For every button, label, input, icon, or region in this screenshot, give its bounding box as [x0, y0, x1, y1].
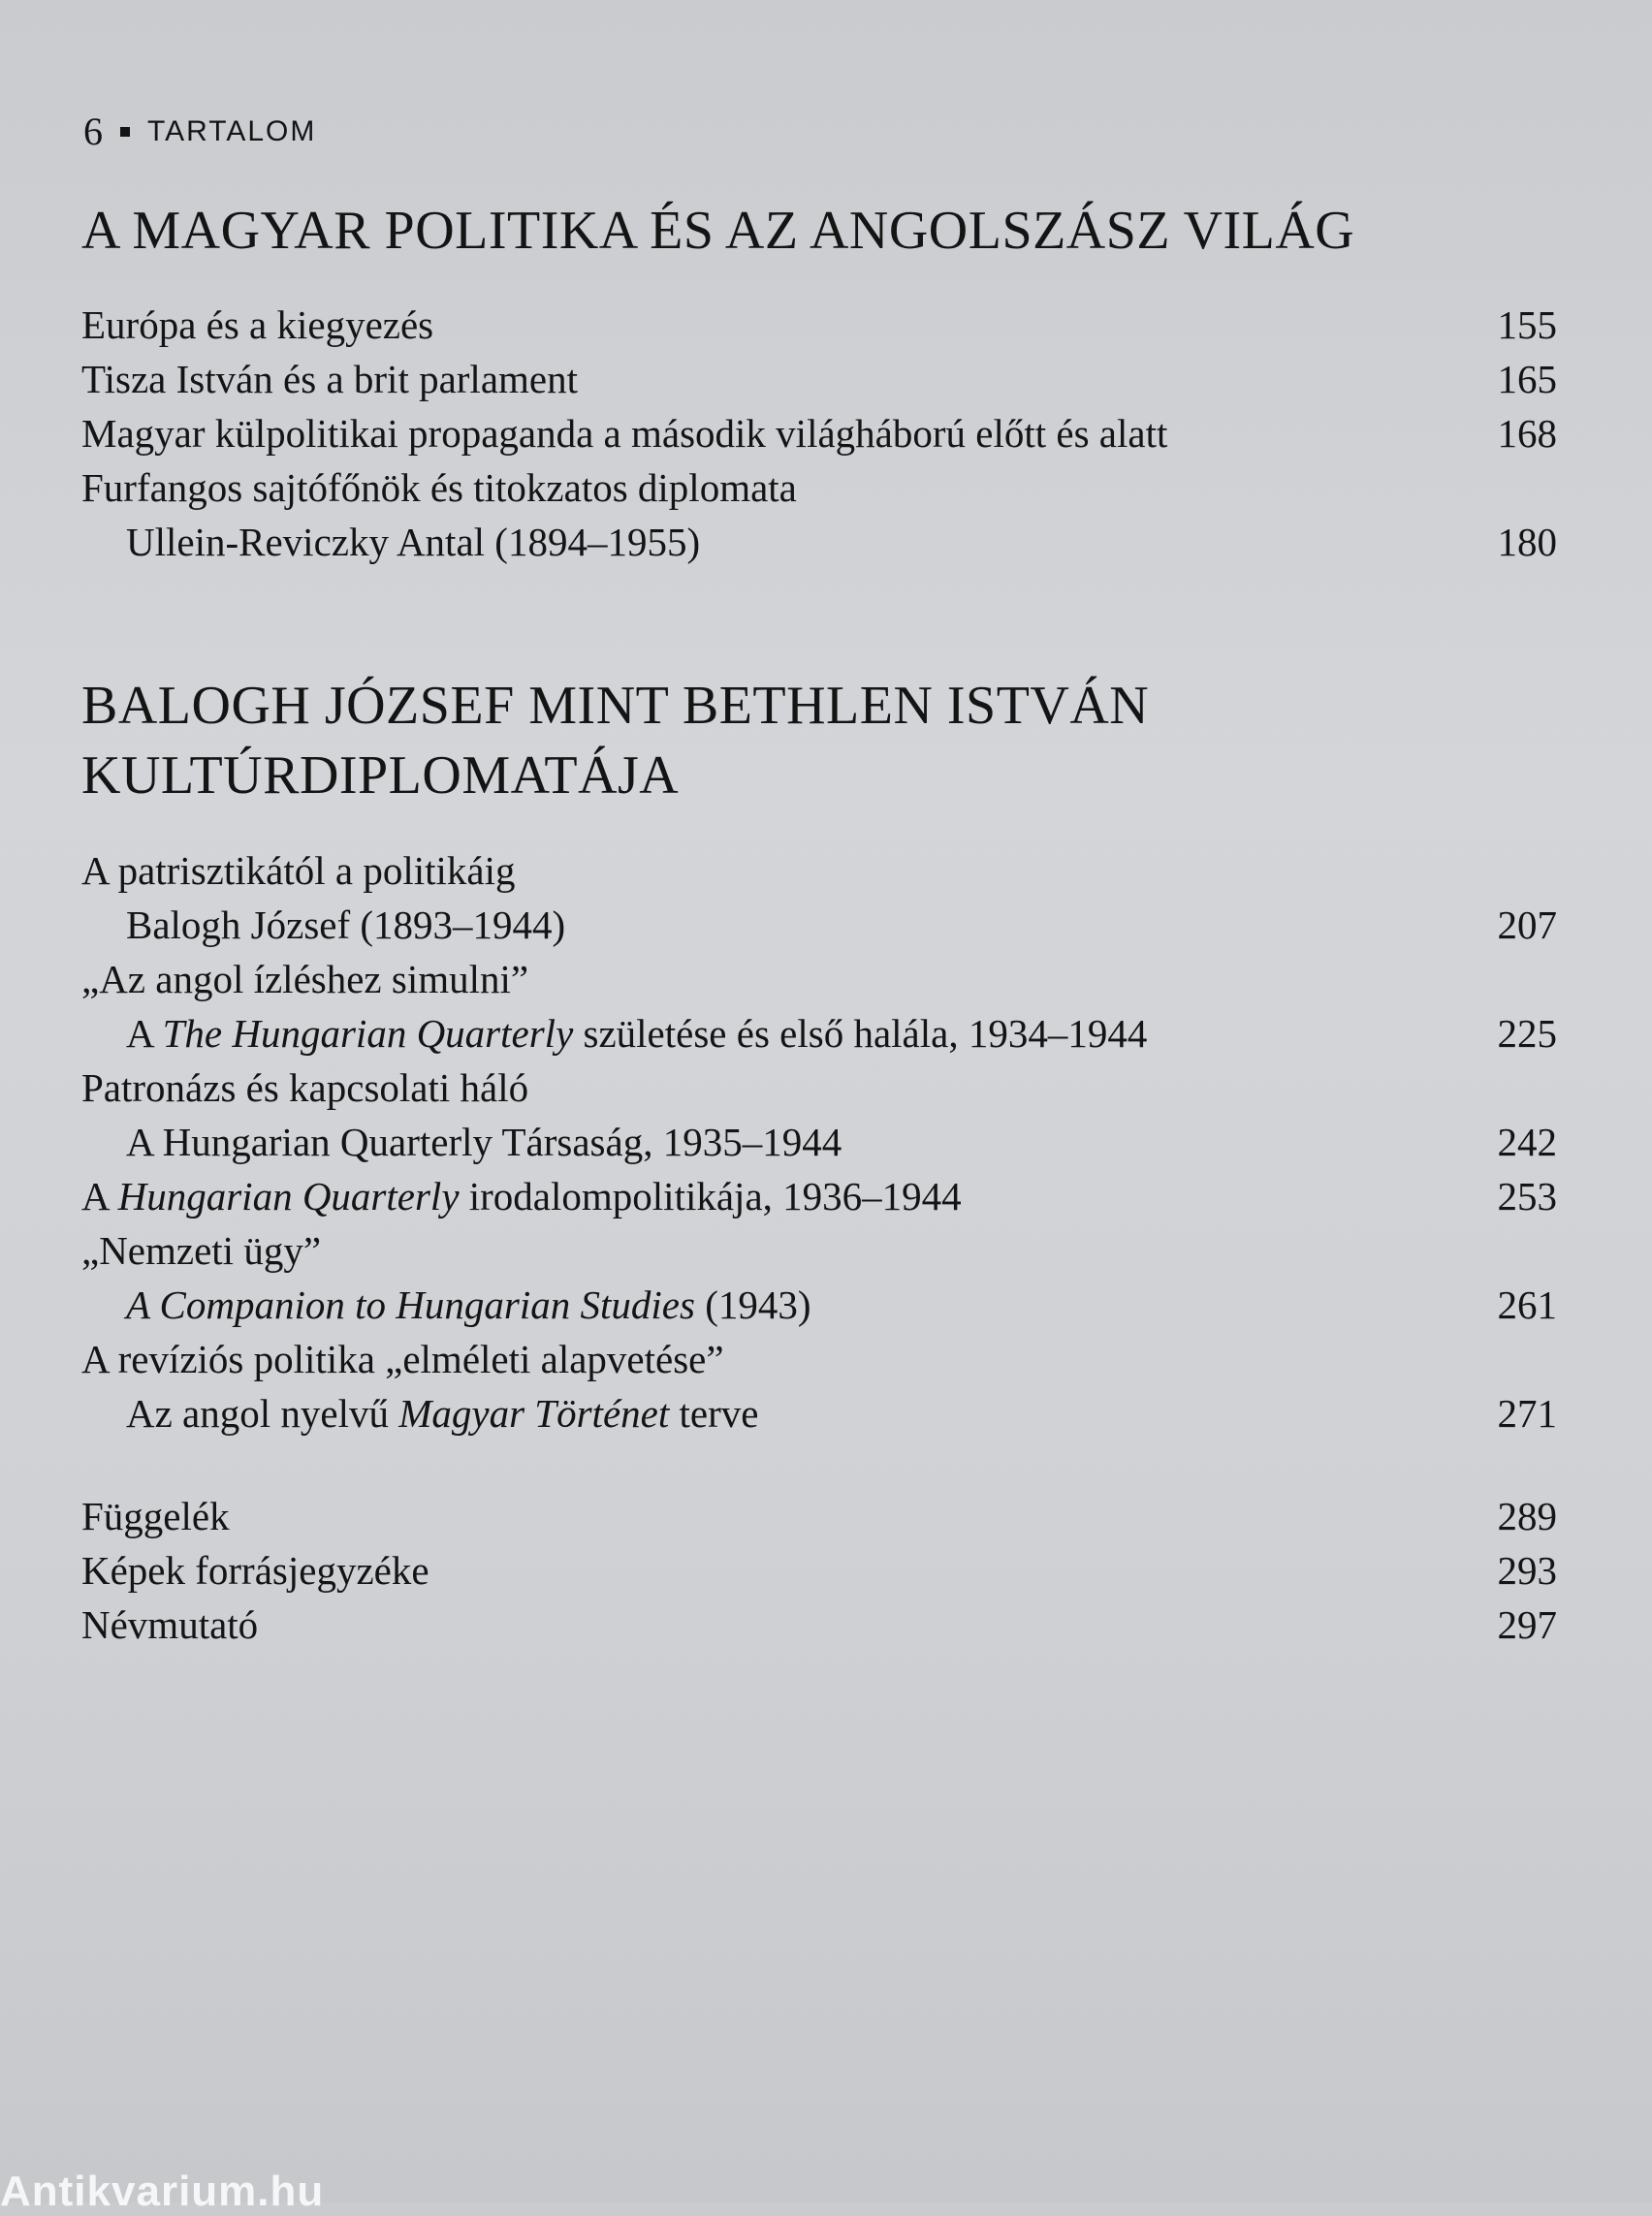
toc-entry — [81, 1598, 1557, 1652]
toc-entry — [81, 1489, 1557, 1543]
section-title-2-line-1: BALOGH JÓZSEF MINT BETHLEN ISTVÁN — [81, 676, 1150, 736]
section-title-2-line-2: KULTÚRDIPLOMATÁJA — [81, 745, 680, 806]
toc-entry-page: 293 — [1497, 1548, 1557, 1593]
running-head — [83, 109, 316, 154]
toc-entry-title: A Hungarian Quarterly irodalompolitikája, 1936–1944 — [81, 1174, 962, 1219]
toc-entry-title: Patronázs és kapcsolati háló — [81, 1065, 529, 1110]
site-watermark: Antikvarium.hu — [0, 2168, 325, 2215]
toc-entry-title: „Nemzeti ügy” — [81, 1228, 322, 1273]
toc-entry — [81, 1061, 1557, 1115]
toc-entry-subtitle — [81, 898, 1557, 952]
toc-entry-title: A The Hungarian Quarterly születése és első halála, 1934–1944 — [126, 1011, 1148, 1056]
toc-entry-page: 225 — [1497, 1011, 1557, 1056]
toc-entry-title: Ullein-Reviczky Antal (1894–1955) — [126, 520, 701, 564]
toc-entry-title: Névmutató — [81, 1602, 259, 1647]
toc-entry-title: A Hungarian Quarterly Társaság, 1935–1944 — [126, 1120, 842, 1164]
toc-entry-title: A Companion to Hungarian Studies (1943) — [126, 1282, 811, 1327]
toc-entry-page: 253 — [1497, 1174, 1557, 1219]
toc-entry — [81, 843, 1557, 898]
toc-entry — [81, 1223, 1557, 1278]
toc-back-matter — [81, 1489, 1557, 1652]
toc-entry — [81, 298, 1557, 352]
toc-entry — [81, 1169, 1557, 1223]
toc-entry-page: 289 — [1497, 1494, 1557, 1538]
toc-entry-subtitle — [81, 515, 1557, 569]
toc-entry-title: Függelék — [81, 1494, 230, 1538]
toc-entry — [81, 952, 1557, 1006]
toc-entry-title: A revíziós politika „elméleti alapvetése” — [81, 1337, 724, 1381]
toc-entry — [81, 406, 1557, 460]
toc-entry-title: Magyar külpolitikai propaganda a második világháború előtt és alatt — [81, 411, 1168, 456]
toc-entry-title: A patrisztikától a politikáig — [81, 848, 516, 893]
toc-entry-page: 168 — [1497, 411, 1557, 456]
section-title-1: A MAGYAR POLITIKA ÉS AZ ANGOLSZÁSZ VILÁG — [81, 201, 1355, 261]
toc-entry-title: Balogh József (1893–1944) — [126, 902, 566, 947]
toc-entry-subtitle — [81, 1386, 1557, 1440]
toc-entry-subtitle — [81, 1115, 1557, 1169]
toc-entry-page: 242 — [1497, 1120, 1557, 1164]
toc-section-2 — [81, 843, 1557, 1440]
toc-entry-page: 155 — [1497, 302, 1557, 347]
toc-entry-title: Furfangos sajtófőnök és titokzatos diplomata — [81, 465, 797, 510]
toc-entry-page: 261 — [1497, 1282, 1557, 1327]
running-title: TARTALOM — [147, 114, 317, 147]
toc-entry — [81, 1332, 1557, 1386]
toc-entry-page: 165 — [1497, 357, 1557, 401]
toc-entry-title: Képek forrásjegyzéke — [81, 1548, 429, 1593]
toc-entry-page: 207 — [1497, 902, 1557, 947]
toc-entry-page: 297 — [1497, 1602, 1557, 1647]
square-bullet-icon — [120, 127, 130, 137]
toc-section-1 — [81, 298, 1557, 569]
toc-entry-title: „Az angol ízléshez simulni” — [81, 957, 529, 1001]
toc-entry-title: Európa és a kiegyezés — [81, 302, 434, 347]
toc-entry — [81, 1543, 1557, 1598]
toc-entry-page: 180 — [1497, 520, 1557, 564]
toc-entry-subtitle — [81, 1278, 1557, 1332]
toc-entry-title: Az angol nyelvű Magyar Történet terve — [126, 1391, 759, 1436]
toc-entry-subtitle — [81, 1006, 1557, 1061]
toc-entry — [81, 460, 1557, 515]
toc-entry-page: 271 — [1497, 1391, 1557, 1436]
toc-entry-title: Tisza István és a brit parlament — [81, 357, 578, 401]
toc-entry — [81, 352, 1557, 406]
page-number: 6 — [83, 110, 103, 153]
